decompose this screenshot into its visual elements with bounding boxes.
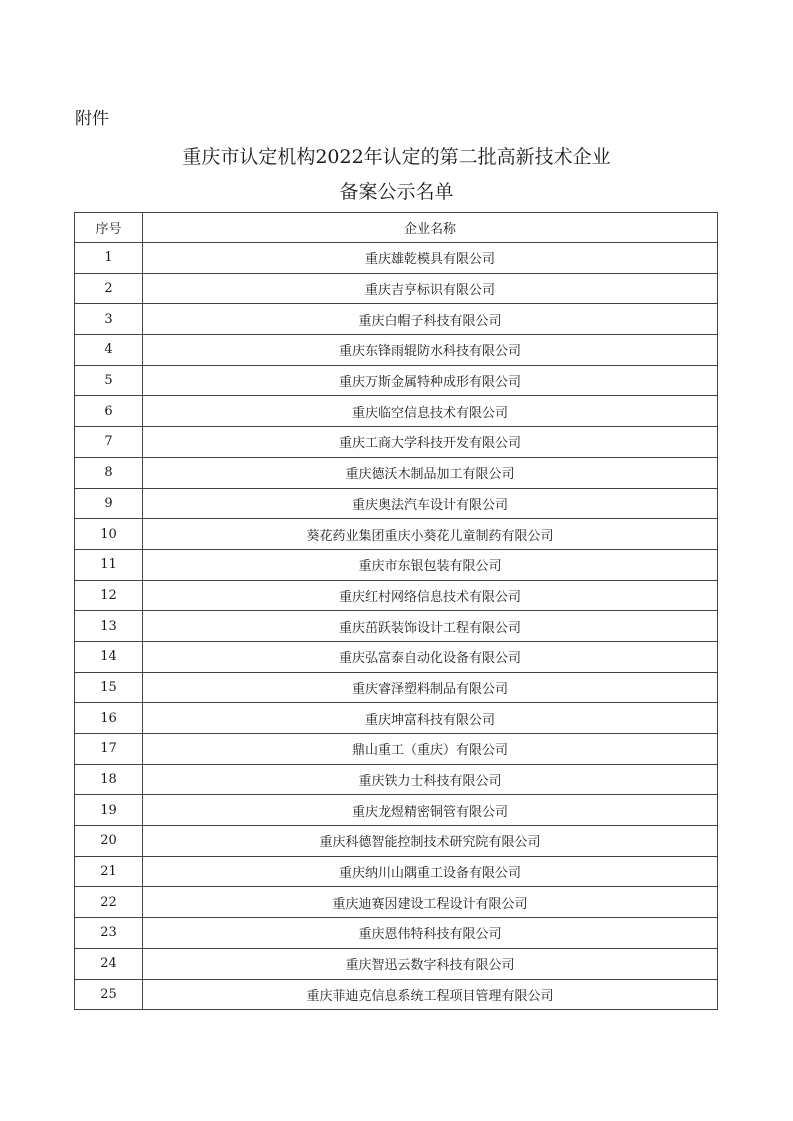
document-subtitle: 备案公示名单 (339, 181, 454, 203)
row-number: 9 (75, 488, 143, 519)
table-row (75, 580, 718, 611)
company-name: 重庆红村网络信息技术有限公司 (143, 580, 718, 611)
row-number: 19 (75, 795, 143, 826)
row-number: 13 (75, 611, 143, 642)
company-name: 重庆迪赛因建设工程设计有限公司 (143, 887, 718, 918)
table-row (75, 457, 718, 488)
table-row (75, 703, 718, 734)
column-header-number: 序号 (75, 213, 143, 243)
table-row (75, 887, 718, 918)
table-header-row (75, 213, 718, 243)
row-number: 2 (75, 273, 143, 304)
company-name: 重庆睿泽塑料制品有限公司 (143, 672, 718, 703)
company-name: 重庆茁跃装饰设计工程有限公司 (143, 611, 718, 642)
table-row (75, 641, 718, 672)
table-row (75, 549, 718, 580)
company-name: 重庆纳川山隅重工设备有限公司 (143, 856, 718, 887)
table-row (75, 764, 718, 795)
company-name: 重庆吉亨标识有限公司 (143, 273, 718, 304)
company-name: 重庆弘富泰自动化设备有限公司 (143, 641, 718, 672)
row-number: 4 (75, 335, 143, 366)
company-name: 重庆铁力士科技有限公司 (143, 764, 718, 795)
company-name: 重庆科德智能控制技术研究院有限公司 (143, 826, 718, 857)
table-row (75, 826, 718, 857)
row-number: 14 (75, 641, 143, 672)
company-name: 鼎山重工（重庆）有限公司 (143, 734, 718, 765)
table-row (75, 488, 718, 519)
row-number: 20 (75, 826, 143, 857)
row-number: 15 (75, 672, 143, 703)
company-name: 重庆坤富科技有限公司 (143, 703, 718, 734)
row-number: 18 (75, 764, 143, 795)
company-name: 重庆智迅云数字科技有限公司 (143, 948, 718, 979)
table-row (75, 365, 718, 396)
table-row (75, 979, 718, 1010)
company-name: 重庆市东银包装有限公司 (143, 549, 718, 580)
table-row (75, 243, 718, 274)
attachment-label: 附件 (75, 109, 109, 129)
row-number: 22 (75, 887, 143, 918)
company-name: 重庆东锋雨辊防水科技有限公司 (143, 335, 718, 366)
table-row (75, 304, 718, 335)
company-name: 重庆临空信息技术有限公司 (143, 396, 718, 427)
document-title: 重庆市认定机构2022年认定的第二批高新技术企业 (182, 146, 611, 168)
row-number: 21 (75, 856, 143, 887)
row-number: 8 (75, 457, 143, 488)
table-row (75, 611, 718, 642)
row-number: 7 (75, 427, 143, 458)
company-name: 重庆德沃木制品加工有限公司 (143, 457, 718, 488)
row-number: 12 (75, 580, 143, 611)
company-name: 重庆奥法汽车设计有限公司 (143, 488, 718, 519)
row-number: 10 (75, 519, 143, 550)
table-row (75, 273, 718, 304)
table-row (75, 519, 718, 550)
company-name: 重庆龙煜精密铜管有限公司 (143, 795, 718, 826)
column-header-company-name: 企业名称 (143, 213, 718, 243)
company-name: 重庆万斯金属特种成形有限公司 (143, 365, 718, 396)
row-number: 1 (75, 243, 143, 274)
table-row (75, 427, 718, 458)
table-row (75, 396, 718, 427)
row-number: 11 (75, 549, 143, 580)
row-number: 25 (75, 979, 143, 1010)
table-row (75, 734, 718, 765)
company-name: 重庆工商大学科技开发有限公司 (143, 427, 718, 458)
company-name: 重庆菲迪克信息系统工程项目管理有限公司 (143, 979, 718, 1010)
row-number: 5 (75, 365, 143, 396)
table-row (75, 335, 718, 366)
company-table (74, 212, 718, 1010)
company-name: 葵花药业集团重庆小葵花儿童制药有限公司 (143, 519, 718, 550)
row-number: 16 (75, 703, 143, 734)
row-number: 24 (75, 948, 143, 979)
table-row (75, 795, 718, 826)
company-name: 重庆雄乾模具有限公司 (143, 243, 718, 274)
row-number: 6 (75, 396, 143, 427)
table-row (75, 856, 718, 887)
company-name: 重庆白帽子科技有限公司 (143, 304, 718, 335)
table-row (75, 918, 718, 949)
table-row (75, 672, 718, 703)
row-number: 23 (75, 918, 143, 949)
row-number: 3 (75, 304, 143, 335)
row-number: 17 (75, 734, 143, 765)
company-name: 重庆恩伟特科技有限公司 (143, 918, 718, 949)
table-row (75, 948, 718, 979)
